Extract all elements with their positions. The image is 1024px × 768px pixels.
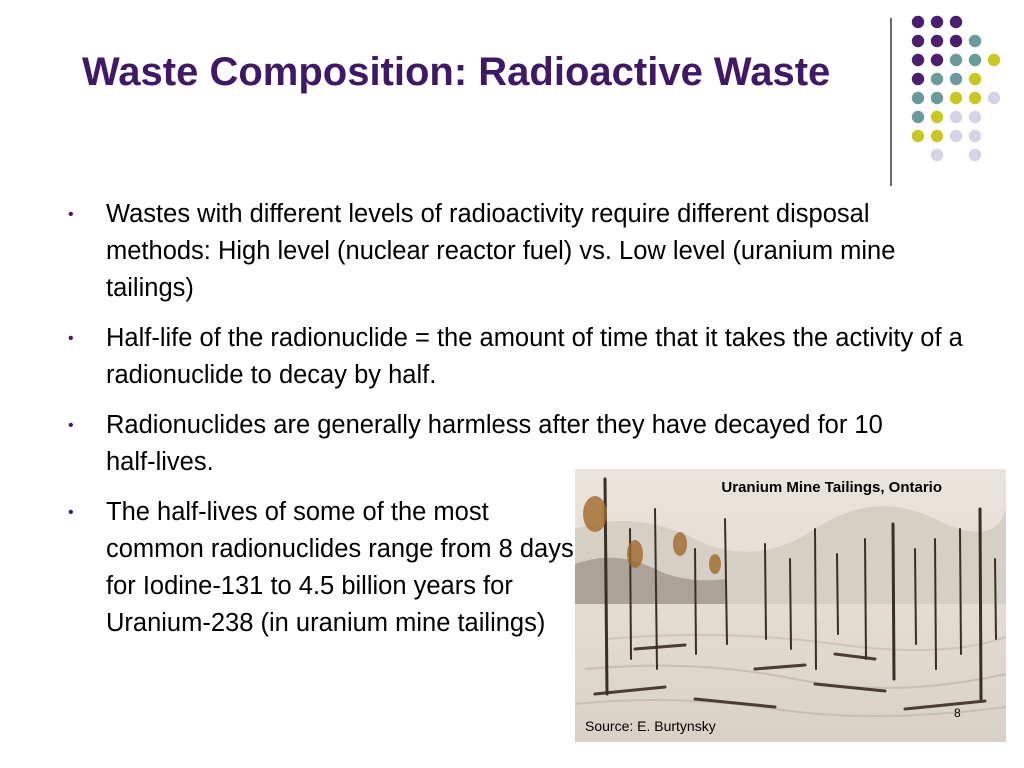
decorative-dot (912, 111, 924, 123)
decorative-dot (969, 35, 981, 47)
photo-source: Source: E. Burtynsky (585, 718, 716, 734)
bullet-marker: • (68, 504, 74, 521)
decorative-dot (950, 54, 962, 66)
bullet-text: Wastes with different levels of radioactivity require different disposal methods: High level (nuclear reactor fuel) vs. Low level (uranium mine tailings) (106, 200, 896, 302)
decorative-dot (950, 35, 962, 47)
decorative-dot (931, 16, 943, 28)
decorative-dot (969, 149, 981, 161)
photo-caption: Uranium Mine Tailings, Ontario (721, 479, 942, 496)
decorative-dot (912, 54, 924, 66)
dead-forest-photo-icon (575, 469, 1006, 742)
title-divider-line (890, 18, 892, 186)
bullet-item (68, 196, 966, 307)
decorative-dot (931, 92, 943, 104)
slide-title: Waste Composition: Radioactive Waste (82, 50, 831, 94)
decorative-dot (912, 35, 924, 47)
decorative-dot (912, 92, 924, 104)
bullet-item (68, 494, 576, 642)
decorative-dot (931, 111, 943, 123)
decorative-dot (969, 73, 981, 85)
decorative-dot (931, 130, 943, 142)
bullet-marker: • (68, 206, 74, 223)
bullet-text: Radionuclides are generally harmless after they have decayed for 10 half-lives. (106, 411, 883, 476)
decorative-dot (988, 92, 1000, 104)
decorative-dot (931, 149, 943, 161)
bullet-marker: • (68, 330, 74, 347)
decorative-dot-grid (0, 0, 1024, 200)
bullet-text: Half-life of the radionuclide = the amount of time that it takes the activity of a radionuclide to decay by half. (106, 324, 963, 389)
decorative-dot (912, 130, 924, 142)
decorative-dot (931, 54, 943, 66)
decorative-dot (950, 16, 962, 28)
decorative-dot (931, 35, 943, 47)
bullet-text: The half-lives of some of the most common radionuclides range from 8 days for Iodine-131 to 4.5 billion years for Uranium-238 (in uranium mine tailings) (106, 498, 574, 637)
decorative-dot (969, 111, 981, 123)
decorative-dot (969, 54, 981, 66)
bullet-marker: • (68, 417, 74, 434)
decorative-dot (950, 92, 962, 104)
slide-number: 8 (954, 706, 961, 720)
decorative-dot (931, 73, 943, 85)
decorative-dot (912, 73, 924, 85)
decorative-dot (912, 16, 924, 28)
decorative-dot (950, 130, 962, 142)
decorative-dot (969, 130, 981, 142)
decorative-dot (969, 92, 981, 104)
decorative-dot (988, 54, 1000, 66)
bullet-item (68, 320, 966, 394)
decorative-dot (950, 73, 962, 85)
decorative-dot (950, 111, 962, 123)
tailings-photo (575, 469, 1006, 742)
